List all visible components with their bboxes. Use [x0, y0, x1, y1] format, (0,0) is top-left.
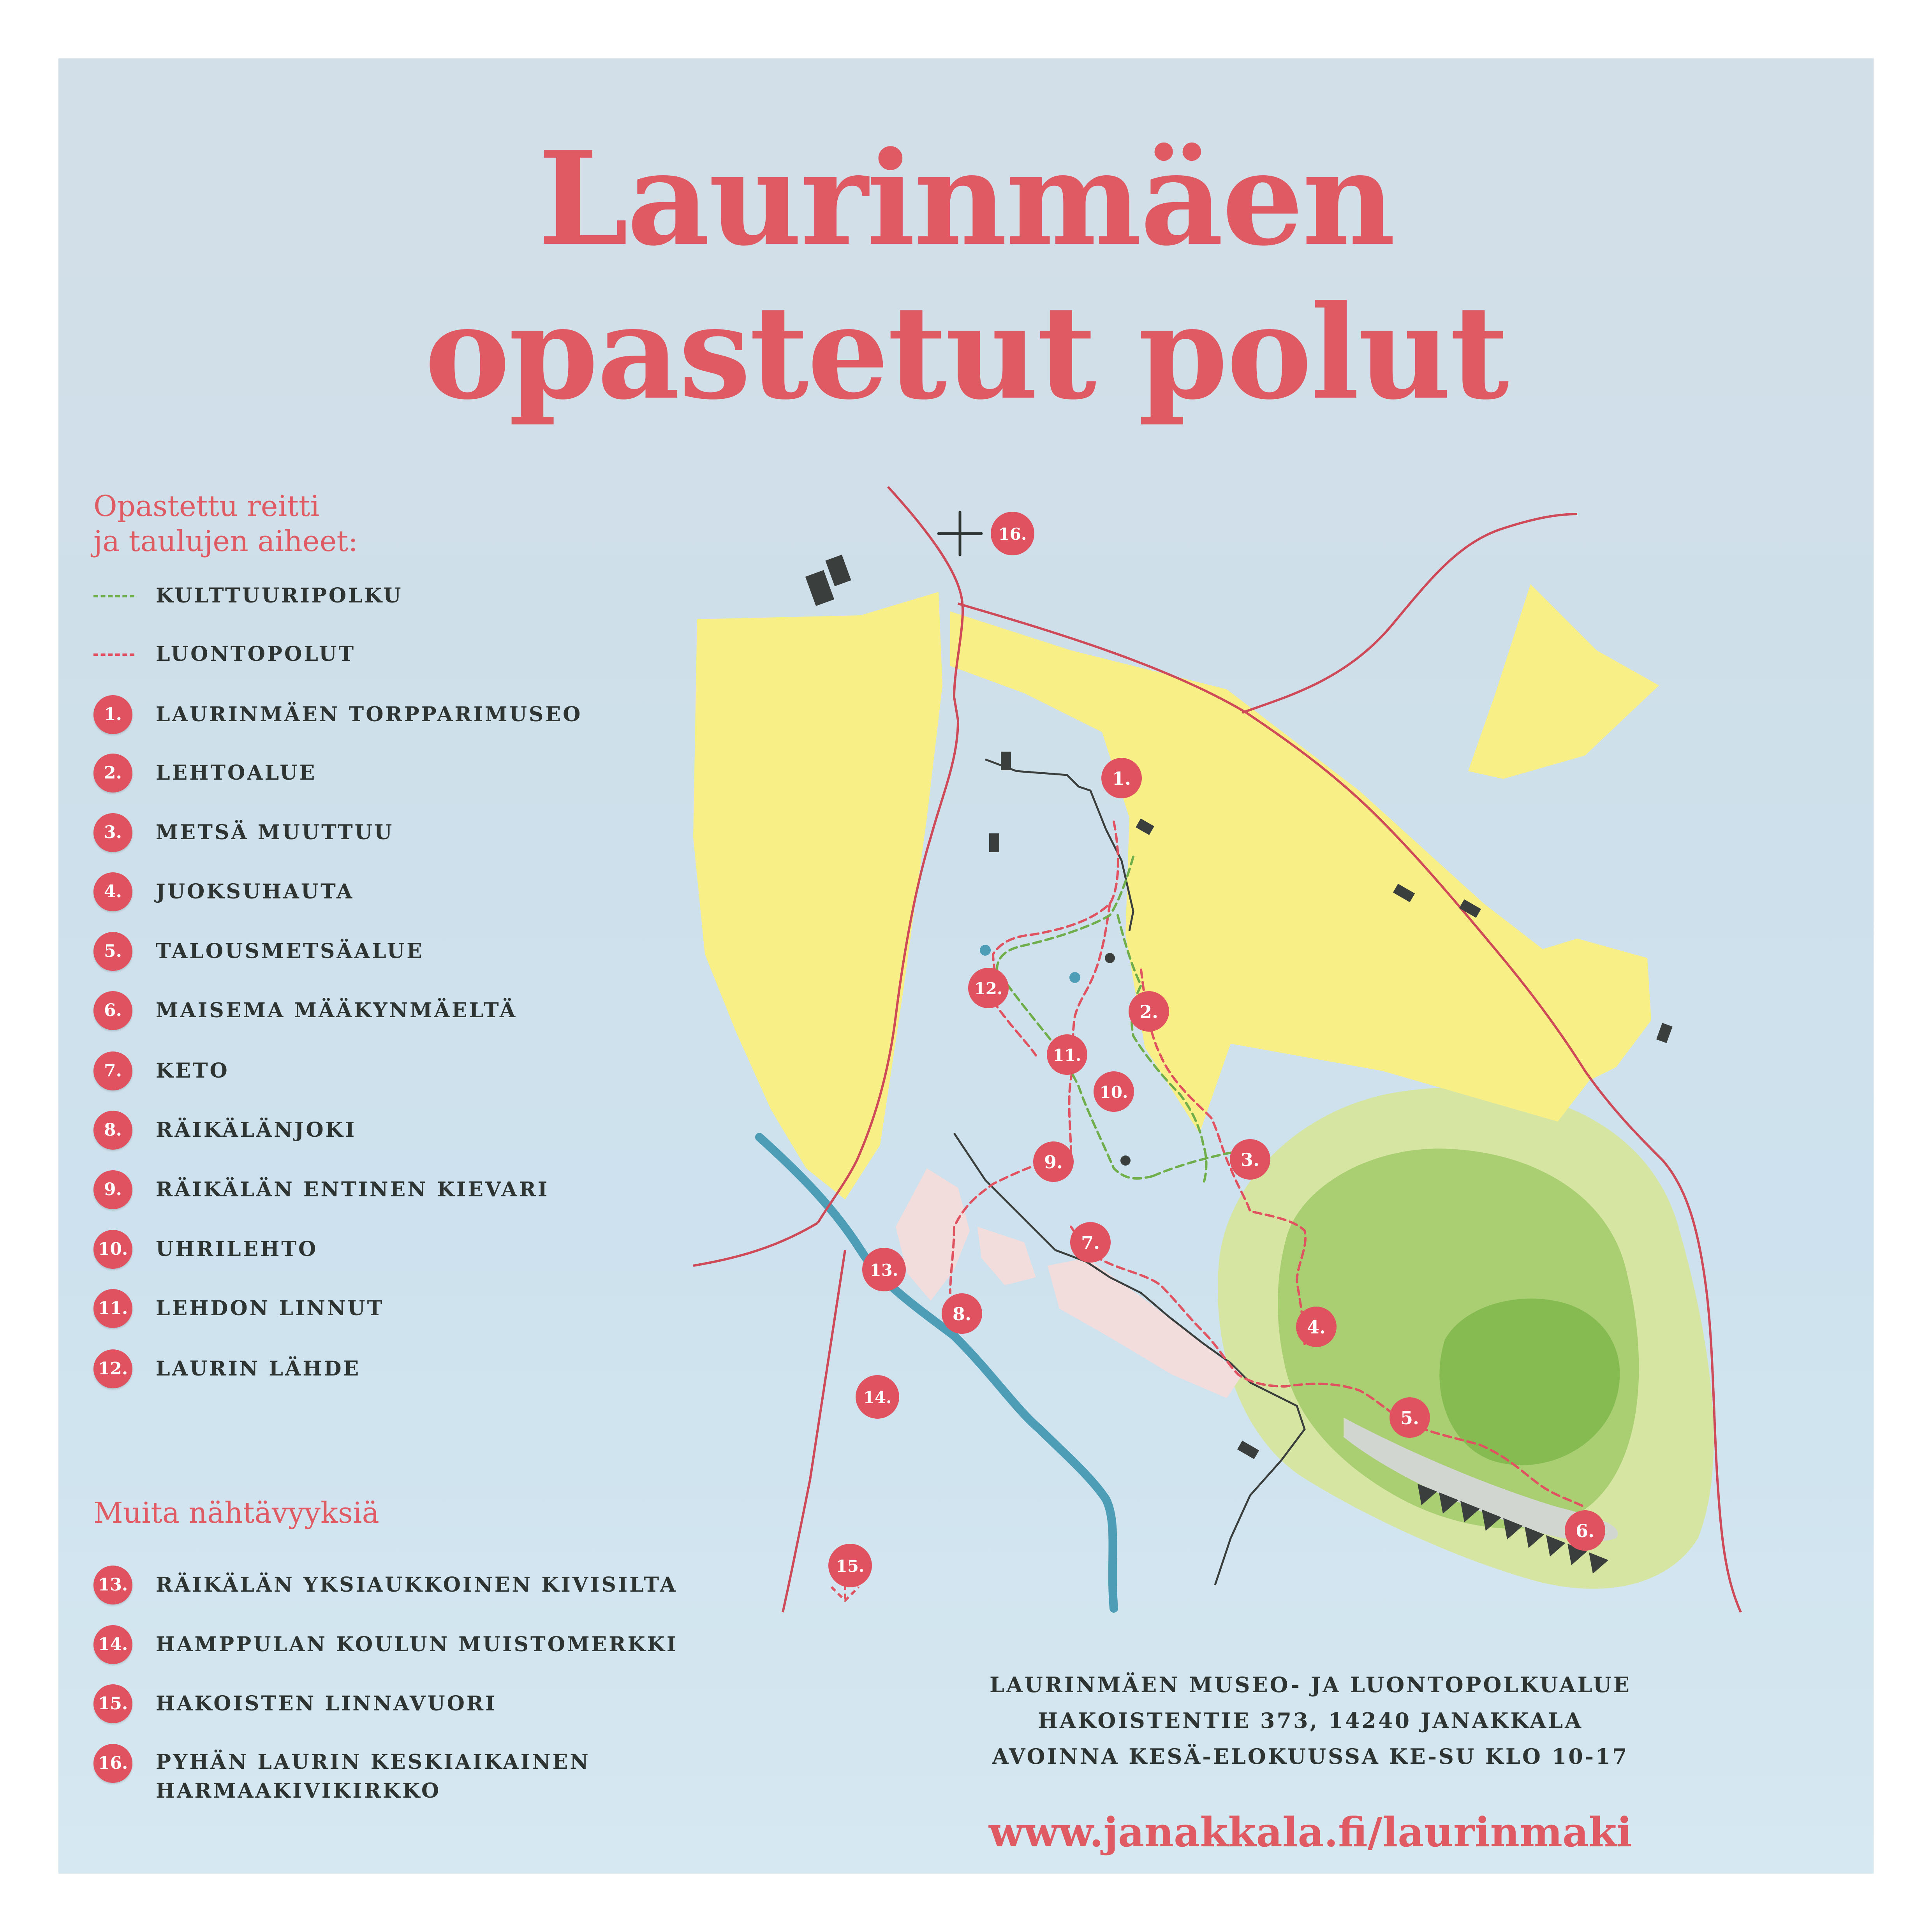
building — [1120, 1155, 1131, 1166]
spring — [980, 945, 991, 956]
map-marker-1[interactable] — [1101, 758, 1142, 798]
map-marker-7[interactable] — [1070, 1222, 1111, 1263]
map-marker-10[interactable] — [1094, 1071, 1134, 1112]
stop-badge: 6. — [93, 991, 132, 1030]
marker-label: 7. — [1081, 1232, 1100, 1253]
marker-label: 3. — [1240, 1149, 1260, 1170]
legend-label: TALOUSMETSÄALUE — [156, 939, 424, 963]
marker-label: 6. — [1575, 1520, 1595, 1541]
building — [1237, 1441, 1259, 1459]
marker-label: 4. — [1307, 1317, 1326, 1338]
meadow-area-1 — [896, 1168, 970, 1301]
legend-label: HAMPPULAN KOULUN MUISTOMERKKI — [156, 1633, 678, 1656]
map-marker-15[interactable] — [828, 1544, 872, 1587]
map-marker-12[interactable] — [968, 968, 1009, 1008]
stop-badge: 8. — [93, 1111, 132, 1150]
others-heading: Muita nähtävyyksiä — [93, 1496, 379, 1530]
stop-badge: 7. — [93, 1051, 132, 1090]
legend-heading-line-1: Opastettu reitti — [93, 490, 320, 523]
stop-badge: 11. — [93, 1289, 132, 1328]
marker-label: 10. — [1099, 1083, 1128, 1102]
marker-label: 13. — [870, 1261, 898, 1280]
legend-label: UHRILEHTO — [156, 1237, 318, 1261]
info-line-area-name: LAURINMÄEN MUSEO- JA LUONTOPOLKUALUE — [990, 1672, 1631, 1697]
marker-label: 15. — [836, 1557, 865, 1576]
building — [805, 570, 834, 606]
building — [825, 555, 851, 586]
legend-label: LAURINMÄEN TORPPARIMUSEO — [156, 703, 583, 726]
info-line-opening-hours: AVOINNA KESÄ-ELOKUUSSA KE-SU KLO 10-17 — [992, 1744, 1629, 1769]
marker-label: 11. — [1053, 1046, 1081, 1065]
legend-label: HAKOISTEN LINNAVUORI — [156, 1692, 497, 1715]
marker-label: 2. — [1139, 1001, 1159, 1022]
marker-label: 1. — [1112, 768, 1131, 789]
building — [1001, 752, 1011, 770]
legend-label: METSÄ MUUTTUU — [156, 821, 394, 844]
trail-map — [58, 58, 1874, 1874]
church-cross-icon — [939, 512, 981, 555]
map-marker-11[interactable] — [1047, 1034, 1087, 1075]
marker-label: 5. — [1400, 1407, 1420, 1428]
legend-heading-line-2: ja taulujen aiheet: — [93, 525, 358, 558]
sight-badge: 15. — [93, 1684, 132, 1723]
sight-badge: 16. — [93, 1744, 132, 1783]
legend-label: KULTTUURIPOLKU — [156, 584, 403, 608]
stop-badge: 3. — [93, 813, 132, 852]
legend-label: RÄIKÄLÄN ENTINEN KIEVARI — [156, 1178, 549, 1201]
legend-label: LAURIN LÄHDE — [156, 1357, 361, 1381]
marker-label: 8. — [952, 1303, 972, 1324]
sight-badge: 14. — [93, 1625, 132, 1664]
title-line-1: Laurinmäen — [538, 123, 1394, 274]
nature-trail-segment — [993, 822, 1118, 997]
marker-label: 16. — [998, 525, 1027, 544]
marker-label: 14. — [863, 1388, 892, 1407]
legend-label: RÄIKÄLÄNJOKI — [156, 1118, 357, 1142]
map-marker-4[interactable] — [1296, 1307, 1337, 1347]
map-marker-3[interactable] — [1230, 1139, 1270, 1180]
map-marker-2[interactable] — [1129, 991, 1169, 1032]
map-marker-16[interactable] — [991, 512, 1034, 555]
map-marker-6[interactable] — [1565, 1510, 1605, 1551]
website-link[interactable]: www.janakkala.fi/laurinmaki — [989, 1808, 1632, 1856]
legend-label: LUONTOPOLUT — [156, 642, 356, 666]
nature-trail-segment — [993, 1001, 1036, 1055]
legend-label: MAISEMA MÄÄKYNMÄELTÄ — [156, 999, 518, 1022]
stop-badge: 4. — [93, 872, 132, 911]
stop-badge: 5. — [93, 932, 132, 971]
map-marker-13[interactable] — [862, 1248, 906, 1291]
culture-trail-segment — [1153, 1153, 1231, 1176]
legend-label: RÄIKÄLÄN YKSIAUKKOINEN KIVISILTA — [156, 1573, 678, 1597]
poster — [58, 58, 1874, 1874]
meadow-area-3 — [1048, 1258, 1242, 1398]
stop-badge: 2. — [93, 754, 132, 793]
building — [989, 833, 999, 852]
meadow-area-2 — [977, 1227, 1036, 1285]
stop-badge: 12. — [93, 1349, 132, 1388]
building — [1656, 1023, 1673, 1043]
map-marker-9[interactable] — [1033, 1141, 1074, 1182]
marker-label: 12. — [974, 979, 1003, 998]
title-line-2: opastetut polut — [424, 277, 1508, 428]
legend-label: PYHÄN LAURIN KESKIAIKAINEN HARMAAKIVIKIRKKO — [156, 1750, 590, 1803]
marker-label: 9. — [1044, 1152, 1063, 1173]
stop-badge: 9. — [93, 1170, 132, 1209]
stop-badge: 1. — [93, 695, 132, 734]
map-marker-14[interactable] — [856, 1375, 899, 1419]
legend-label: LEHDON LINNUT — [156, 1296, 384, 1320]
road — [693, 1223, 818, 1266]
legend-label: KETO — [156, 1059, 229, 1083]
map-marker-8[interactable] — [942, 1293, 982, 1334]
field-area-east — [1468, 584, 1659, 779]
building — [1105, 953, 1115, 963]
info-line-address: HAKOISTENTIE 373, 14240 JANAKKALA — [1038, 1708, 1583, 1733]
legend-label: LEHTOALUE — [156, 761, 317, 785]
sight-badge: 13. — [93, 1566, 132, 1604]
visitor-info — [946, 1667, 1675, 1774]
field-area-west — [693, 592, 942, 1199]
stop-badge: 10. — [93, 1230, 132, 1269]
map-marker-5[interactable] — [1390, 1397, 1430, 1438]
legend-label: JUOKSUHAUTA — [156, 880, 354, 903]
spring — [1069, 972, 1080, 983]
